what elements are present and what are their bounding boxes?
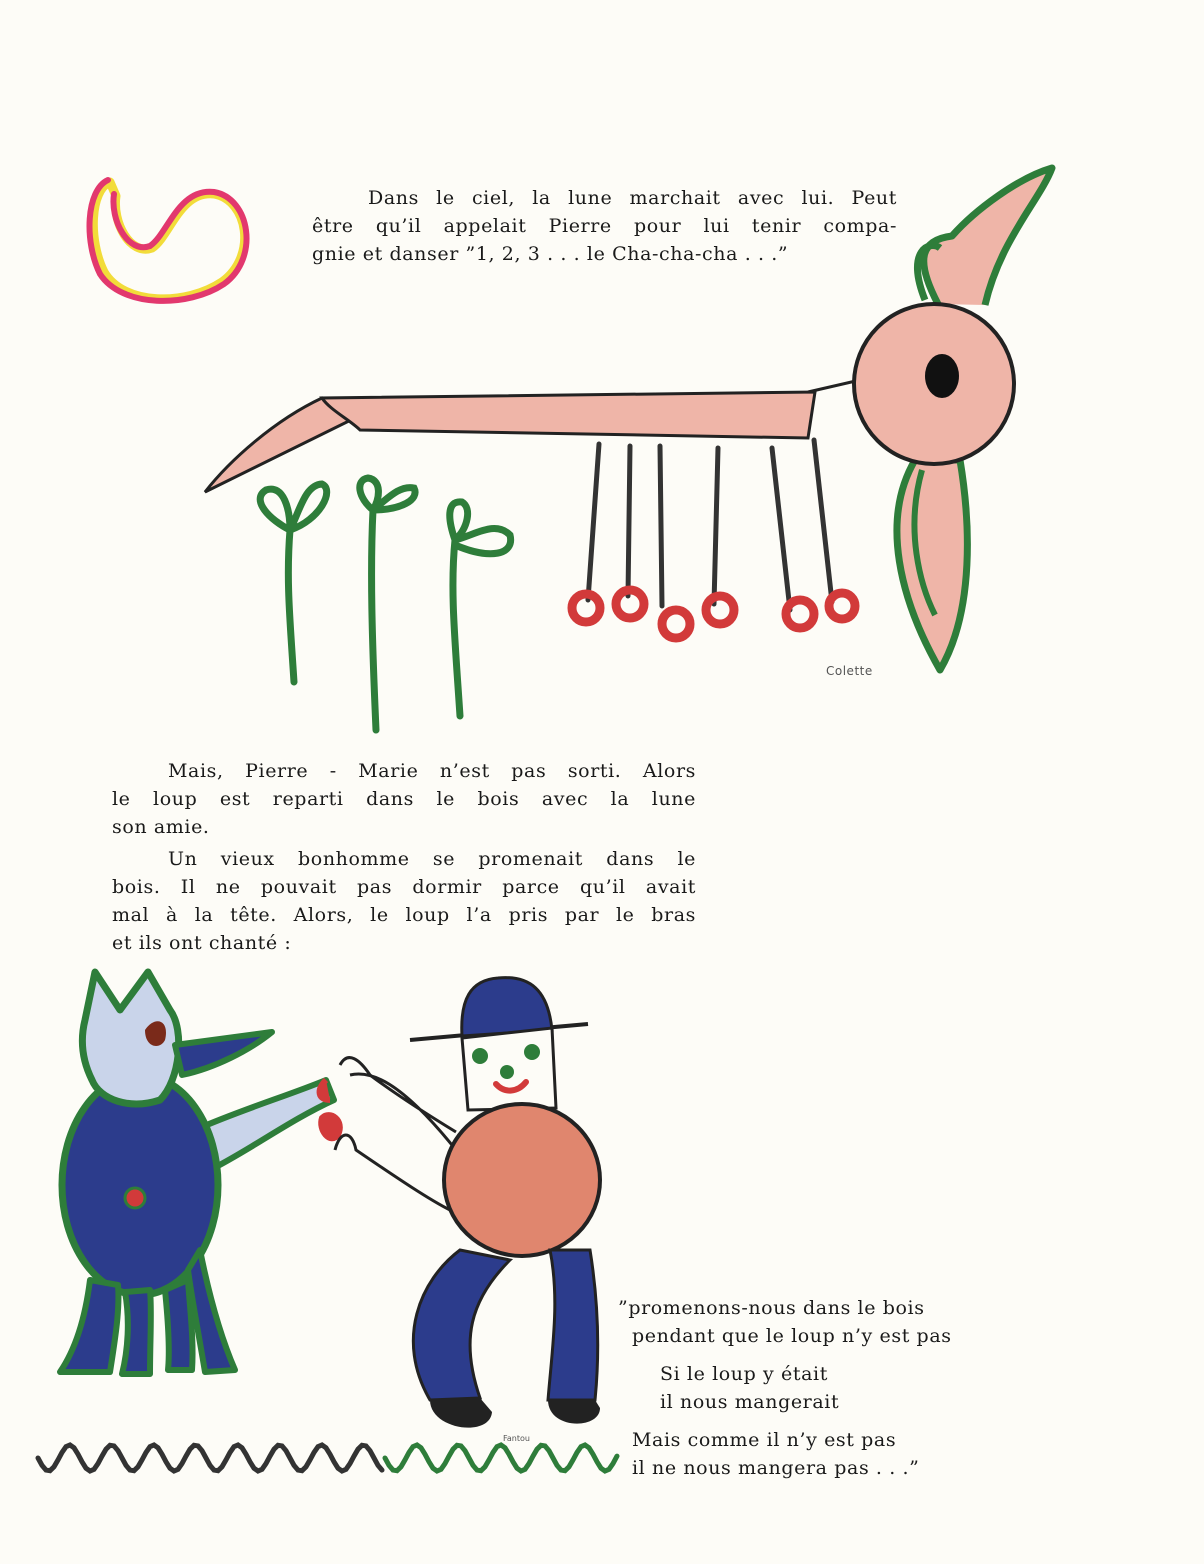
artist-signature-top: Colette xyxy=(826,664,873,678)
text-line: son amie. xyxy=(112,816,210,838)
old-man-drawing xyxy=(335,978,600,1428)
story-paragraph-2 xyxy=(112,757,696,841)
song-verse xyxy=(618,1294,1058,1482)
text-line: et ils ont chanté : xyxy=(112,932,292,954)
text-line: Dans le ciel, la lune marchait avec lui. Peut xyxy=(368,187,897,209)
text-line: Un vieux bonhomme se promenait dans le xyxy=(168,848,696,870)
song-line: Si le loup y était xyxy=(660,1363,828,1385)
story-paragraph-3 xyxy=(112,845,696,957)
plants-drawing xyxy=(260,478,510,730)
text-line: Mais, Pierre - Marie n’est pas sorti. Alors xyxy=(168,760,696,782)
text-line: mal à la tête. Alors, le loup l’a pris par le bras xyxy=(112,904,696,926)
song-line: Mais comme il n’y est pas xyxy=(632,1429,897,1451)
moon-drawing xyxy=(90,180,247,301)
song-line: il nous mangerait xyxy=(660,1391,840,1413)
song-line: il ne nous mangera pas . . .” xyxy=(632,1457,920,1479)
song-line: ”promenons-nous dans le bois xyxy=(618,1297,925,1319)
text-line: bois. Il ne pouvait pas dormir parce qu’il avait xyxy=(112,876,696,898)
wolf-drawing xyxy=(60,972,340,1374)
artist-signature-bottom: Fantou xyxy=(503,1434,530,1443)
text-line: le loup est reparti dans le bois avec la lune xyxy=(112,788,696,810)
ground-wave-drawing xyxy=(38,1445,617,1471)
text-line: gnie et danser ”1, 2, 3 . . . le Cha-cha-cha . . .” xyxy=(312,243,789,265)
text-line: être qu’il appelait Pierre pour lui tenir compa- xyxy=(312,215,897,237)
story-paragraph-1 xyxy=(312,184,897,268)
song-line: pendant que le loup n’y est pas xyxy=(632,1325,952,1347)
